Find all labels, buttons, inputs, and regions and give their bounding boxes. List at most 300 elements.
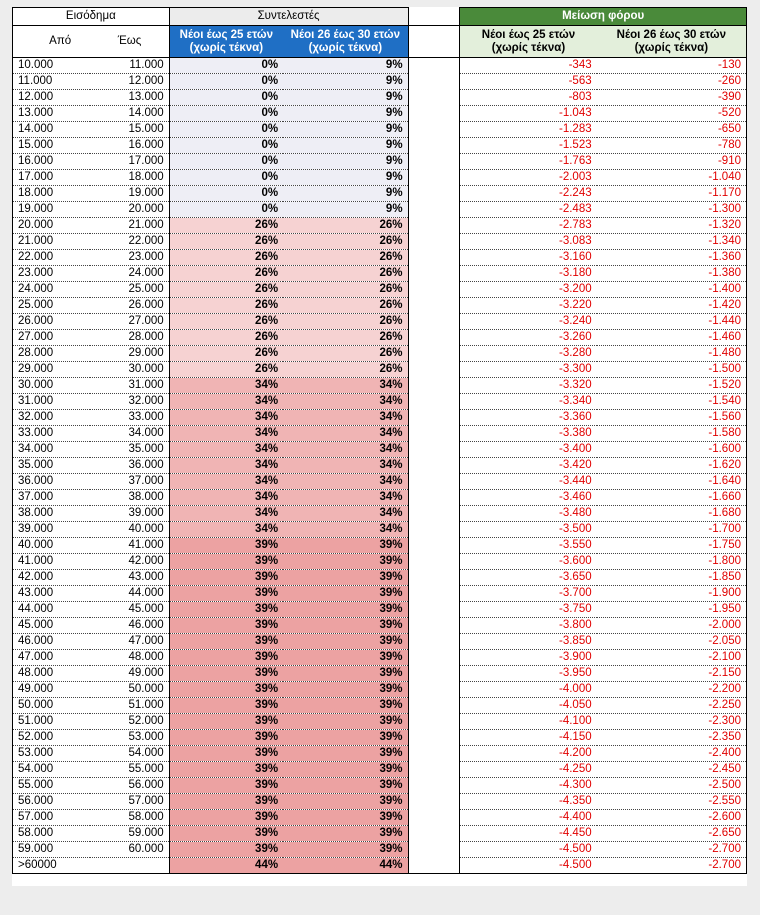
rate-30-cell: 39%: [283, 746, 408, 762]
reduction-col-25-header: [460, 26, 597, 58]
table-row: [13, 394, 747, 410]
table-row: [13, 74, 747, 90]
reduction-30-cell: -1.440: [597, 314, 747, 330]
income-from-cell: 57.000: [13, 810, 91, 826]
rate-25-cell: 39%: [169, 698, 283, 714]
header-row-columns: [13, 26, 747, 58]
income-from-cell: 19.000: [13, 202, 91, 218]
reduction-30-cell: -2.700: [597, 842, 747, 858]
table-row: [13, 698, 747, 714]
rate-col-30-header-line1: Νέοι 26 έως 30 ετών: [290, 28, 400, 41]
reduction-30-cell: -1.900: [597, 586, 747, 602]
income-from-cell: 20.000: [13, 218, 91, 234]
reduction-25-cell: -3.220: [460, 298, 597, 314]
column-gap: [408, 170, 460, 186]
column-gap: [408, 682, 460, 698]
reduction-25-cell: -4.500: [460, 858, 597, 874]
table-row: [13, 266, 747, 282]
income-to-cell: 39.000: [90, 506, 169, 522]
table-row: [13, 554, 747, 570]
rate-30-cell: 39%: [283, 826, 408, 842]
rate-25-cell: 39%: [169, 794, 283, 810]
reduction-25-cell: -4.000: [460, 682, 597, 698]
rate-25-cell: 39%: [169, 810, 283, 826]
column-gap: [408, 586, 460, 602]
income-to-cell: 31.000: [90, 378, 169, 394]
rate-30-cell: 26%: [283, 250, 408, 266]
rate-30-cell: 9%: [283, 154, 408, 170]
table-row: [13, 90, 747, 106]
column-gap: [408, 410, 460, 426]
rate-30-cell: 34%: [283, 442, 408, 458]
column-gap: [408, 650, 460, 666]
table-row: [13, 714, 747, 730]
rate-30-cell: 9%: [283, 74, 408, 90]
column-gap: [408, 490, 460, 506]
rate-col-25-header-line2: (χωρίς τέκνα): [189, 41, 264, 54]
rate-30-cell: 34%: [283, 506, 408, 522]
reduction-25-cell: -2.003: [460, 170, 597, 186]
reduction-25-cell: -3.340: [460, 394, 597, 410]
reduction-25-cell: -2.483: [460, 202, 597, 218]
income-from-cell: 14.000: [13, 122, 91, 138]
table-row: [13, 570, 747, 586]
reduction-30-cell: -2.250: [597, 698, 747, 714]
rate-30-cell: 34%: [283, 426, 408, 442]
reduction-25-cell: -3.850: [460, 634, 597, 650]
table-row: [13, 410, 747, 426]
reduction-25-cell: -3.260: [460, 330, 597, 346]
income-to-cell: 20.000: [90, 202, 169, 218]
reduction-25-cell: -3.750: [460, 602, 597, 618]
rate-30-cell: 39%: [283, 762, 408, 778]
rate-30-cell: 26%: [283, 362, 408, 378]
income-to-cell: 13.000: [90, 90, 169, 106]
reduction-30-cell: -1.420: [597, 298, 747, 314]
rate-25-cell: 39%: [169, 618, 283, 634]
reduction-25-cell: -3.900: [460, 650, 597, 666]
income-from-cell: 48.000: [13, 666, 91, 682]
reduction-30-cell: -2.300: [597, 714, 747, 730]
income-from-cell: 17.000: [13, 170, 91, 186]
reduction-30-cell: -2.350: [597, 730, 747, 746]
reduction-25-cell: -1.763: [460, 154, 597, 170]
rate-30-cell: 39%: [283, 714, 408, 730]
reduction-25-cell: -3.300: [460, 362, 597, 378]
table-row: [13, 330, 747, 346]
reduction-group-header: Μείωση φόρου: [460, 8, 747, 26]
table-row: [13, 138, 747, 154]
income-from-cell: 58.000: [13, 826, 91, 842]
tax-table-sheet: [12, 7, 747, 886]
rate-30-cell: 39%: [283, 650, 408, 666]
rates-group-header: Συντελεστές: [169, 8, 408, 26]
rate-25-cell: 39%: [169, 634, 283, 650]
reduction-30-cell: -1.660: [597, 490, 747, 506]
rate-col-30-header-line2: (χωρίς τέκνα): [308, 41, 383, 54]
income-from-cell: 41.000: [13, 554, 91, 570]
income-to-cell: 56.000: [90, 778, 169, 794]
rate-30-cell: 39%: [283, 538, 408, 554]
reduction-30-cell: -520: [597, 106, 747, 122]
reduction-25-cell: -3.160: [460, 250, 597, 266]
table-row: [13, 202, 747, 218]
rate-25-cell: 26%: [169, 314, 283, 330]
reduction-30-cell: -1.340: [597, 234, 747, 250]
column-gap: [408, 218, 460, 234]
rate-30-cell: 34%: [283, 394, 408, 410]
income-to-cell: 52.000: [90, 714, 169, 730]
rate-30-cell: 39%: [283, 634, 408, 650]
income-from-cell: 47.000: [13, 650, 91, 666]
table-row: [13, 826, 747, 842]
income-to-cell: 19.000: [90, 186, 169, 202]
column-gap: [408, 26, 460, 58]
table-row: [13, 426, 747, 442]
column-gap: [408, 426, 460, 442]
rate-30-cell: 9%: [283, 58, 408, 74]
reduction-25-cell: -1.043: [460, 106, 597, 122]
reduction-30-cell: -2.700: [597, 858, 747, 874]
reduction-30-cell: -2.600: [597, 810, 747, 826]
column-gap: [408, 538, 460, 554]
income-to-cell: 54.000: [90, 746, 169, 762]
income-to-cell: 34.000: [90, 426, 169, 442]
column-gap: [408, 458, 460, 474]
income-from-cell: 44.000: [13, 602, 91, 618]
income-from-cell: 56.000: [13, 794, 91, 810]
tax-table: [12, 7, 747, 874]
table-row: [13, 298, 747, 314]
reduction-25-cell: -2.243: [460, 186, 597, 202]
income-to-cell: 11.000: [90, 58, 169, 74]
income-to-cell: 33.000: [90, 410, 169, 426]
rate-25-cell: 39%: [169, 778, 283, 794]
column-gap: [408, 666, 460, 682]
reduction-30-cell: -1.800: [597, 554, 747, 570]
table-row: [13, 634, 747, 650]
rate-30-cell: 34%: [283, 458, 408, 474]
reduction-25-cell: -4.350: [460, 794, 597, 810]
reduction-30-cell: -1.540: [597, 394, 747, 410]
rate-25-cell: 0%: [169, 138, 283, 154]
reduction-25-cell: -3.480: [460, 506, 597, 522]
rate-30-cell: 26%: [283, 266, 408, 282]
reduction-25-cell: -3.200: [460, 282, 597, 298]
reduction-25-cell: -4.250: [460, 762, 597, 778]
column-gap: [408, 186, 460, 202]
income-to-cell: 15.000: [90, 122, 169, 138]
column-gap: [408, 282, 460, 298]
rate-30-cell: 26%: [283, 346, 408, 362]
table-row: [13, 170, 747, 186]
rate-col-25-header-line1: Νέοι έως 25 ετών: [179, 28, 274, 41]
table-row: [13, 506, 747, 522]
income-from-cell: 30.000: [13, 378, 91, 394]
table-row: [13, 154, 747, 170]
reduction-25-cell: -3.440: [460, 474, 597, 490]
from-column-header: Από: [13, 26, 91, 58]
column-gap: [408, 794, 460, 810]
reduction-25-cell: -3.550: [460, 538, 597, 554]
income-to-cell: 28.000: [90, 330, 169, 346]
rate-30-cell: 39%: [283, 666, 408, 682]
income-from-cell: 55.000: [13, 778, 91, 794]
income-to-cell: 32.000: [90, 394, 169, 410]
reduction-25-cell: -3.600: [460, 554, 597, 570]
reduction-25-cell: -563: [460, 74, 597, 90]
income-from-cell: 31.000: [13, 394, 91, 410]
income-to-cell: 47.000: [90, 634, 169, 650]
reduction-25-cell: -1.283: [460, 122, 597, 138]
rate-25-cell: 39%: [169, 826, 283, 842]
column-gap: [408, 618, 460, 634]
table-row: [13, 186, 747, 202]
table-row: [13, 746, 747, 762]
rate-col-30-header: [283, 26, 408, 58]
reduction-30-cell: -1.620: [597, 458, 747, 474]
column-gap: [408, 346, 460, 362]
table-row: [13, 490, 747, 506]
reduction-25-cell: -1.523: [460, 138, 597, 154]
reduction-30-cell: -2.400: [597, 746, 747, 762]
rate-30-cell: 39%: [283, 682, 408, 698]
income-to-cell: 43.000: [90, 570, 169, 586]
table-row: [13, 778, 747, 794]
reduction-30-cell: -1.040: [597, 170, 747, 186]
rate-30-cell: 39%: [283, 810, 408, 826]
reduction-25-cell: -3.180: [460, 266, 597, 282]
reduction-30-cell: -1.950: [597, 602, 747, 618]
rate-25-cell: 39%: [169, 762, 283, 778]
income-from-cell: 34.000: [13, 442, 91, 458]
rate-25-cell: 39%: [169, 554, 283, 570]
income-from-cell: 49.000: [13, 682, 91, 698]
column-gap: [408, 442, 460, 458]
reduction-30-cell: -2.450: [597, 762, 747, 778]
rate-25-cell: 34%: [169, 506, 283, 522]
column-gap: [408, 90, 460, 106]
income-to-cell: 50.000: [90, 682, 169, 698]
table-row: [13, 314, 747, 330]
table-row: [13, 650, 747, 666]
reduction-30-cell: -1.640: [597, 474, 747, 490]
reduction-30-cell: -2.200: [597, 682, 747, 698]
table-row: [13, 122, 747, 138]
rate-25-cell: 34%: [169, 394, 283, 410]
reduction-25-cell: -4.500: [460, 842, 597, 858]
income-from-cell: 27.000: [13, 330, 91, 346]
reduction-25-cell: -3.320: [460, 378, 597, 394]
reduction-25-cell: -3.083: [460, 234, 597, 250]
rate-30-cell: 39%: [283, 602, 408, 618]
income-from-cell: 10.000: [13, 58, 91, 74]
income-to-cell: 44.000: [90, 586, 169, 602]
column-gap: [408, 762, 460, 778]
reduction-25-cell: -4.200: [460, 746, 597, 762]
table-row: [13, 810, 747, 826]
reduction-30-cell: -1.480: [597, 346, 747, 362]
table-row: [13, 682, 747, 698]
income-from-cell: 42.000: [13, 570, 91, 586]
income-to-cell: 22.000: [90, 234, 169, 250]
income-from-cell: 53.000: [13, 746, 91, 762]
table-row: [13, 250, 747, 266]
rate-25-cell: 26%: [169, 298, 283, 314]
column-gap: [408, 698, 460, 714]
reduction-col-25-header-line1: Νέοι έως 25 ετών: [481, 28, 576, 41]
income-from-cell: 15.000: [13, 138, 91, 154]
income-to-cell: 27.000: [90, 314, 169, 330]
column-gap: [408, 74, 460, 90]
reduction-25-cell: -4.300: [460, 778, 597, 794]
reduction-30-cell: -2.050: [597, 634, 747, 650]
reduction-30-cell: -1.700: [597, 522, 747, 538]
income-from-cell: 43.000: [13, 586, 91, 602]
rate-30-cell: 44%: [283, 858, 408, 874]
rate-25-cell: 44%: [169, 858, 283, 874]
rate-30-cell: 9%: [283, 186, 408, 202]
income-from-cell: 50.000: [13, 698, 91, 714]
column-gap: [408, 602, 460, 618]
reduction-col-25-header-line2: (χωρίς τέκνα): [491, 41, 566, 54]
reduction-30-cell: -1.520: [597, 378, 747, 394]
table-row: [13, 58, 747, 74]
rate-25-cell: 34%: [169, 458, 283, 474]
income-to-cell: 48.000: [90, 650, 169, 666]
income-from-cell: 28.000: [13, 346, 91, 362]
rate-25-cell: 0%: [169, 202, 283, 218]
rate-25-cell: 0%: [169, 74, 283, 90]
column-gap: [408, 362, 460, 378]
reduction-30-cell: -1.400: [597, 282, 747, 298]
table-row: [13, 282, 747, 298]
table-row: [13, 762, 747, 778]
rate-25-cell: 34%: [169, 522, 283, 538]
reduction-30-cell: -910: [597, 154, 747, 170]
rate-30-cell: 9%: [283, 106, 408, 122]
column-gap: [408, 858, 460, 874]
table-row: [13, 474, 747, 490]
reduction-col-30-header: [597, 26, 747, 58]
rate-30-cell: 39%: [283, 698, 408, 714]
column-gap: [408, 842, 460, 858]
rate-25-cell: 26%: [169, 362, 283, 378]
table-row: [13, 618, 747, 634]
column-gap: [408, 378, 460, 394]
income-from-cell: 51.000: [13, 714, 91, 730]
income-to-cell: 41.000: [90, 538, 169, 554]
rate-25-cell: 34%: [169, 426, 283, 442]
income-from-cell: 21.000: [13, 234, 91, 250]
income-to-cell: 51.000: [90, 698, 169, 714]
reduction-30-cell: -1.380: [597, 266, 747, 282]
rate-30-cell: 9%: [283, 170, 408, 186]
reduction-25-cell: -3.700: [460, 586, 597, 602]
table-row: [13, 442, 747, 458]
column-gap: [408, 266, 460, 282]
income-to-cell: 30.000: [90, 362, 169, 378]
reduction-30-cell: -1.560: [597, 410, 747, 426]
reduction-30-cell: -390: [597, 90, 747, 106]
rate-25-cell: 26%: [169, 218, 283, 234]
income-from-cell: 13.000: [13, 106, 91, 122]
income-to-cell: 18.000: [90, 170, 169, 186]
income-from-cell: 12.000: [13, 90, 91, 106]
rate-col-25-header: [169, 26, 283, 58]
rate-30-cell: 26%: [283, 282, 408, 298]
rate-25-cell: 26%: [169, 234, 283, 250]
rate-30-cell: 34%: [283, 490, 408, 506]
income-to-cell: 21.000: [90, 218, 169, 234]
reduction-30-cell: -2.550: [597, 794, 747, 810]
income-to-cell: 53.000: [90, 730, 169, 746]
rate-25-cell: 39%: [169, 602, 283, 618]
reduction-30-cell: -2.000: [597, 618, 747, 634]
reduction-25-cell: -3.400: [460, 442, 597, 458]
rate-30-cell: 9%: [283, 122, 408, 138]
income-to-cell: 25.000: [90, 282, 169, 298]
income-to-cell: 49.000: [90, 666, 169, 682]
to-column-header: Έως: [90, 26, 169, 58]
rate-25-cell: 39%: [169, 682, 283, 698]
income-to-cell: 16.000: [90, 138, 169, 154]
reduction-25-cell: -3.460: [460, 490, 597, 506]
income-from-cell: 45.000: [13, 618, 91, 634]
rate-25-cell: 39%: [169, 538, 283, 554]
reduction-30-cell: -1.320: [597, 218, 747, 234]
rate-30-cell: 9%: [283, 138, 408, 154]
reduction-25-cell: -343: [460, 58, 597, 74]
rate-25-cell: 26%: [169, 266, 283, 282]
column-gap: [408, 554, 460, 570]
income-from-cell: 26.000: [13, 314, 91, 330]
reduction-30-cell: -1.500: [597, 362, 747, 378]
reduction-30-cell: -1.680: [597, 506, 747, 522]
rate-25-cell: 39%: [169, 570, 283, 586]
reduction-30-cell: -650: [597, 122, 747, 138]
reduction-25-cell: -3.360: [460, 410, 597, 426]
income-to-cell: 37.000: [90, 474, 169, 490]
reduction-30-cell: -1.460: [597, 330, 747, 346]
income-to-cell: 23.000: [90, 250, 169, 266]
income-to-cell: 59.000: [90, 826, 169, 842]
rate-25-cell: 39%: [169, 842, 283, 858]
income-from-cell: 37.000: [13, 490, 91, 506]
reduction-25-cell: -3.950: [460, 666, 597, 682]
reduction-25-cell: -3.500: [460, 522, 597, 538]
column-gap: [408, 474, 460, 490]
reduction-30-cell: -1.750: [597, 538, 747, 554]
income-to-cell: [90, 858, 169, 874]
reduction-30-cell: -1.300: [597, 202, 747, 218]
reduction-30-cell: -260: [597, 74, 747, 90]
rate-30-cell: 26%: [283, 218, 408, 234]
income-to-cell: 12.000: [90, 74, 169, 90]
income-from-cell: 38.000: [13, 506, 91, 522]
reduction-25-cell: -4.150: [460, 730, 597, 746]
rate-30-cell: 39%: [283, 618, 408, 634]
table-row: [13, 458, 747, 474]
column-gap: [408, 202, 460, 218]
column-gap: [408, 394, 460, 410]
reduction-30-cell: -2.650: [597, 826, 747, 842]
income-from-cell: 11.000: [13, 74, 91, 90]
rate-25-cell: 39%: [169, 666, 283, 682]
reduction-30-cell: -2.500: [597, 778, 747, 794]
rate-30-cell: 39%: [283, 730, 408, 746]
rate-25-cell: 26%: [169, 346, 283, 362]
